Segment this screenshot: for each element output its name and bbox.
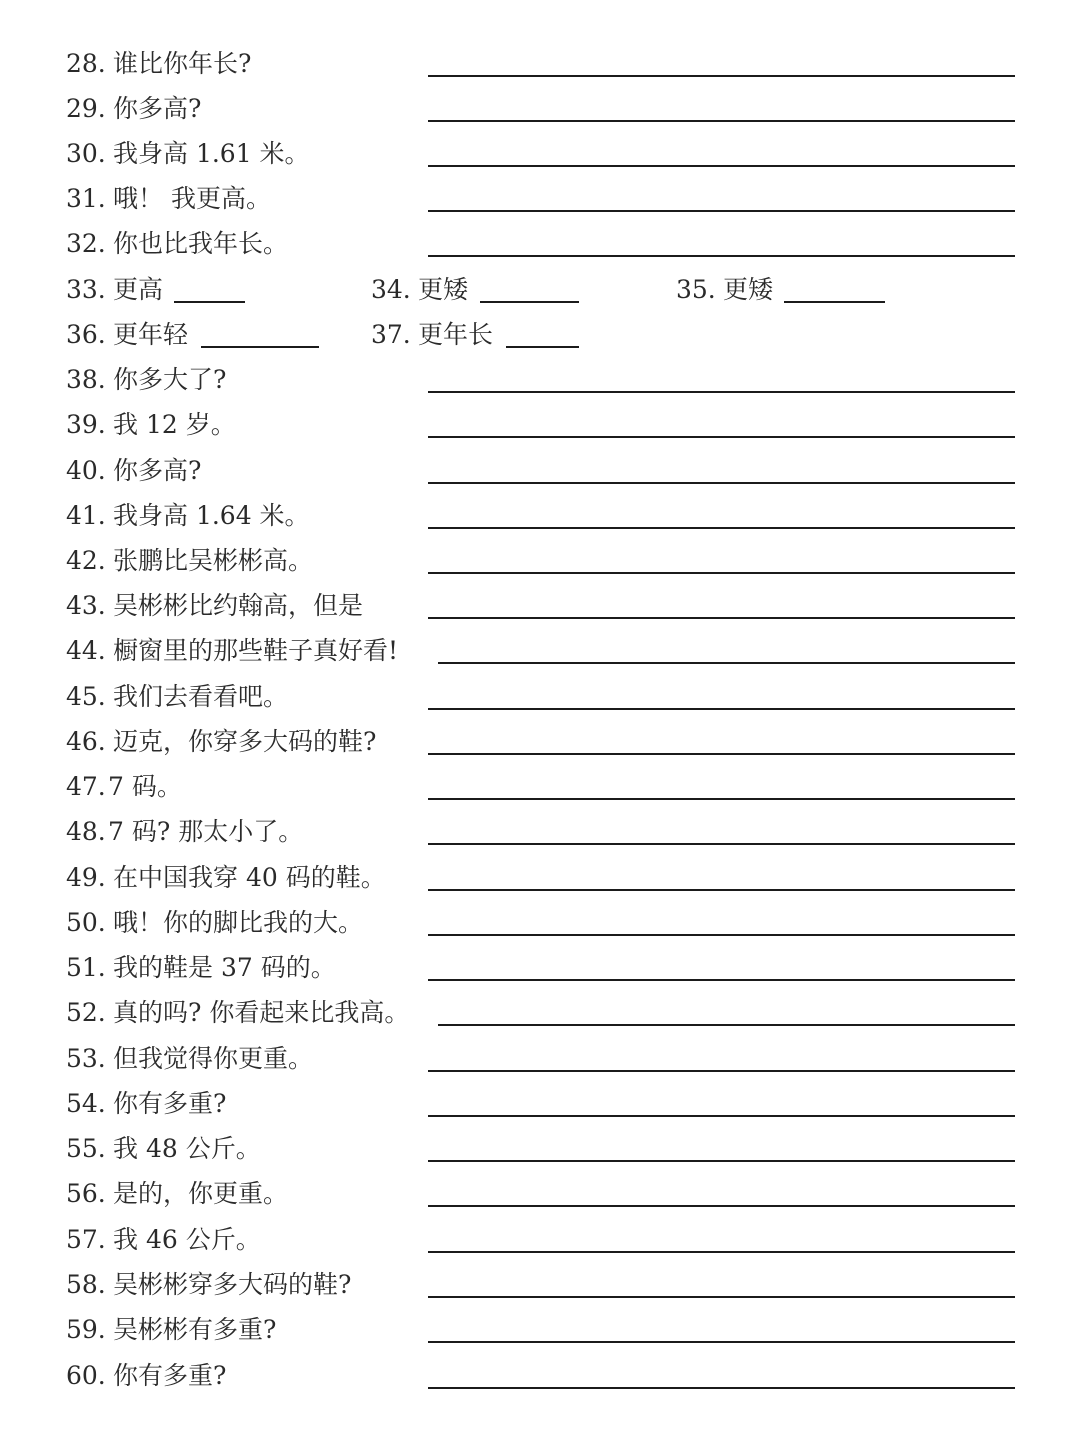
answer-line[interactable]: [428, 572, 1015, 574]
question-row: [0, 365, 1080, 410]
item-text: 7 码? 那太小了。: [108, 817, 304, 846]
item-text: 哦！你的脚比我的大。: [113, 908, 364, 937]
word-blank[interactable]: [784, 301, 885, 303]
item-text: 张鹏比吴彬彬高。: [113, 546, 314, 575]
answer-line[interactable]: [428, 1251, 1015, 1253]
item-text: 你有多重?: [113, 1089, 227, 1118]
question-row: [0, 501, 1080, 546]
item-text: 真的吗? 你看起来比我高。: [113, 998, 410, 1027]
answer-line[interactable]: [428, 527, 1015, 529]
answer-line[interactable]: [428, 798, 1015, 800]
question-row: [0, 817, 1080, 862]
question-row: [0, 1179, 1080, 1224]
word-row: [0, 275, 1080, 320]
item-number: 57.: [66, 1225, 106, 1254]
item-number: 43.: [66, 591, 106, 620]
item-number: 59.: [66, 1315, 106, 1344]
item-number: 32.: [66, 229, 106, 258]
item-number: 45.: [66, 682, 106, 711]
item-number: 30.: [66, 139, 106, 168]
item-number: 36.: [66, 320, 106, 349]
answer-line[interactable]: [438, 662, 1015, 664]
item-text: 迈克，你穿多大码的鞋?: [113, 727, 377, 756]
item-text: 谁比你年长?: [113, 49, 252, 78]
question-row: [0, 139, 1080, 184]
question-row: [0, 1270, 1080, 1315]
question-row: [0, 682, 1080, 727]
item-number: 56.: [66, 1179, 106, 1208]
item-text: 你也比我年长。: [113, 229, 289, 258]
answer-line[interactable]: [428, 979, 1015, 981]
item-number: 39.: [66, 410, 106, 439]
item-text: 更年轻: [113, 320, 189, 349]
item-number: 34.: [371, 275, 411, 304]
item-number: 58.: [66, 1270, 106, 1299]
item-number: 49.: [66, 863, 106, 892]
answer-line[interactable]: [428, 1160, 1015, 1162]
item-number: 31.: [66, 184, 106, 213]
item-number: 41.: [66, 501, 106, 530]
word-blank[interactable]: [201, 346, 319, 348]
answer-line[interactable]: [428, 1115, 1015, 1117]
item-text: 哦！ 我更高。: [113, 184, 271, 213]
question-row: [0, 772, 1080, 817]
answer-line[interactable]: [428, 255, 1015, 257]
item-text: 是的，你更重。: [113, 1179, 289, 1208]
item-number: 29.: [66, 94, 106, 123]
word-blank[interactable]: [174, 301, 245, 303]
answer-line[interactable]: [428, 1205, 1015, 1207]
item-number: 60.: [66, 1361, 106, 1390]
item-number: 40.: [66, 456, 106, 485]
item-number: 47.: [66, 772, 106, 801]
item-text: 更矮: [418, 275, 469, 304]
item-number: 44.: [66, 636, 106, 665]
question-row: [0, 908, 1080, 953]
question-row: [0, 1225, 1080, 1270]
item-number: 33.: [66, 275, 106, 304]
answer-line[interactable]: [428, 708, 1015, 710]
item-text: 橱窗里的那些鞋子真好看!: [113, 636, 399, 665]
item-text: 吴彬彬穿多大码的鞋?: [113, 1270, 352, 1299]
item-text: 我 48 公斤。: [113, 1134, 261, 1163]
item-text: 你多高?: [113, 94, 202, 123]
question-row: [0, 456, 1080, 501]
answer-line[interactable]: [428, 165, 1015, 167]
answer-line[interactable]: [428, 617, 1015, 619]
item-text: 我们去看看吧。: [113, 682, 289, 711]
answer-line[interactable]: [428, 1387, 1015, 1389]
question-row: [0, 546, 1080, 591]
item-text: 我身高 1.64 米。: [113, 501, 310, 530]
word-blank[interactable]: [480, 301, 579, 303]
answer-line[interactable]: [428, 75, 1015, 77]
answer-line[interactable]: [428, 934, 1015, 936]
answer-line[interactable]: [428, 1296, 1015, 1298]
item-number: 55.: [66, 1134, 106, 1163]
item-text: 我的鞋是 37 码的。: [113, 953, 336, 982]
item-text: 7 码。: [108, 772, 182, 801]
item-text: 我 46 公斤。: [113, 1225, 261, 1254]
question-row: [0, 636, 1080, 681]
item-text: 你多大了?: [113, 365, 227, 394]
item-text: 更年长: [418, 320, 494, 349]
question-row: [0, 1315, 1080, 1360]
item-number: 37.: [371, 320, 411, 349]
question-row: [0, 410, 1080, 455]
question-row: [0, 998, 1080, 1043]
item-number: 46.: [66, 727, 106, 756]
question-row: [0, 863, 1080, 908]
question-row: [0, 591, 1080, 636]
answer-line[interactable]: [428, 1341, 1015, 1343]
answer-line[interactable]: [438, 1024, 1015, 1026]
answer-line[interactable]: [428, 482, 1015, 484]
item-text: 你多高?: [113, 456, 202, 485]
question-row: [0, 49, 1080, 94]
answer-line[interactable]: [428, 436, 1015, 438]
question-row: [0, 1044, 1080, 1089]
question-row: [0, 229, 1080, 274]
item-number: 53.: [66, 1044, 106, 1073]
question-row: [0, 1134, 1080, 1179]
answer-line[interactable]: [428, 210, 1015, 212]
question-row: [0, 727, 1080, 772]
item-text: 我身高 1.61 米。: [113, 139, 310, 168]
word-blank[interactable]: [506, 346, 579, 348]
item-number: 51.: [66, 953, 106, 982]
item-text: 你有多重?: [113, 1361, 227, 1390]
answer-line[interactable]: [428, 889, 1015, 891]
answer-line[interactable]: [428, 753, 1015, 755]
item-text: 吴彬彬比约翰高，但是: [113, 591, 364, 620]
answer-line[interactable]: [428, 1070, 1015, 1072]
item-number: 54.: [66, 1089, 106, 1118]
question-row: [0, 1089, 1080, 1134]
question-row: [0, 953, 1080, 998]
item-number: 50.: [66, 908, 106, 937]
item-number: 28.: [66, 49, 106, 78]
item-number: 38.: [66, 365, 106, 394]
item-text: 但我觉得你更重。: [113, 1044, 314, 1073]
answer-line[interactable]: [428, 391, 1015, 393]
item-text: 更高: [113, 275, 164, 304]
item-text: 更矮: [723, 275, 774, 304]
word-row: [0, 320, 1080, 365]
question-row: [0, 184, 1080, 229]
item-number: 42.: [66, 546, 106, 575]
item-text: 吴彬彬有多重?: [113, 1315, 277, 1344]
item-text: 在中国我穿 40 码的鞋。: [113, 863, 386, 892]
item-number: 35.: [676, 275, 716, 304]
item-number: 48.: [66, 817, 106, 846]
question-row: [0, 1361, 1080, 1406]
question-row: [0, 94, 1080, 139]
item-number: 52.: [66, 998, 106, 1027]
answer-line[interactable]: [428, 843, 1015, 845]
answer-line[interactable]: [428, 120, 1015, 122]
item-text: 我 12 岁。: [113, 410, 236, 439]
